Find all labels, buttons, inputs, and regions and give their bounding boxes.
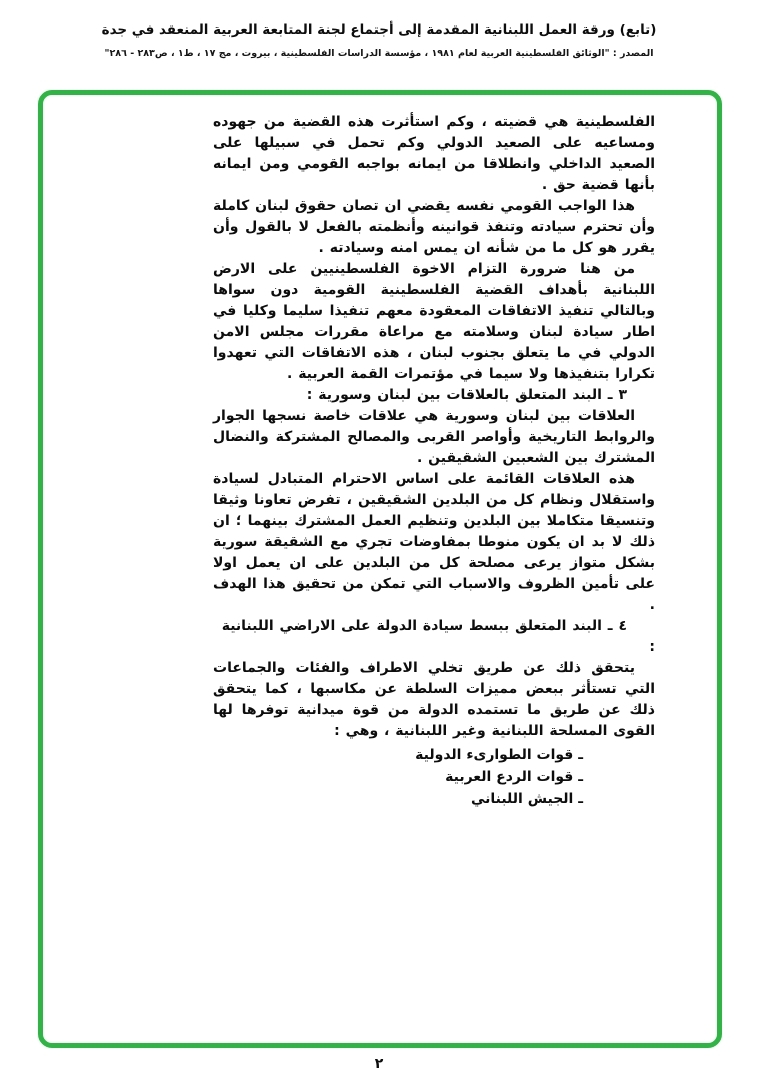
- paragraph: هذه العلاقات القائمة على اساس الاحترام المتبادل لسيادة واستقلال ونظام كل من البلدين الشقيقين ، تفرض تعاونا وثيقا وتنسيقا متكاملا بين البلدين وتنظيم العمل المشترك بينهما ؛ ان ذلك لا بد ان يكون منوطا بمفاوضات تجري مع الشقيقة سورية بشكل متواز يرعى مصلحة كل من البلدين على ان يعمل اولا على تأمين الظروف والاسباب التي تمكن من تحقيق هذا الهدف .: [213, 471, 655, 613]
- section-heading-3: ٣ ـ البند المتعلق بالعلاقات بين لبنان وسورية :: [306, 387, 627, 403]
- paragraph-continuation: الفلسطينية هي قضيته ، وكم استأثرت هذه القضية من جهوده ومساعيه على الصعيد الدولي وكم تحمل في سبيلها على الصعيد الداخلي وانطلاقا من ايمانه بواجبه القومي ومن ايمانه بأنها قضية حق .: [213, 114, 655, 193]
- page-title: (تابع) ورقة العمل اللبنانية المقدمة إلى أجتماع لجنة المتابعة العربية المنعقد في جدة: [101, 22, 657, 38]
- page-number: ٢: [374, 1056, 384, 1072]
- source-line: المصدر : "الوثائق الفلسطينية العربية لعام ١٩٨١ ، مؤسسة الدراسات الفلسطينية ، بيروت ، مج ١٧ ، ط١ ، ص٢٨٣ - ٢٨٦": [104, 48, 654, 60]
- paragraph: العلاقات بين لبنان وسورية هي علاقات خاصة نسجها الجوار والروابط التاريخية وأواصر القربى والمصالح المشتركة والنضال المشترك بين الشعبين الشقيقين .: [213, 408, 655, 466]
- list-item: ـ قوات الطوارىء الدولية: [415, 747, 583, 763]
- list-item: ـ قوات الردع العربية: [445, 769, 583, 785]
- paragraph: من هنا ضرورة التزام الاخوة الفلسطينيين على الارض اللبنانية بأهداف القضية الفلسطينية القومية دون سواها وبالتالي تنفيذ الاتفاقات المعقودة معهم تنفيذا سليما وكليا في اطار سيادة لبنان وسلامته مع مراعاة مقررات مجلس الامن الدولي في ما يتعلق بجنوب لبنان ، هذه الاتفاقات التي تعهدوا تكرارا بتنفيذها ولا سيما في مؤتمرات القمة العربية .: [213, 261, 655, 382]
- text-column: [213, 112, 655, 810]
- paragraph: هذا الواجب القومي نفسه يقضي ان تصان حقوق لبنان كاملة وأن تحترم سيادته وتنفذ قوانينه وأنظمته بالفعل لا بالقول وأن يقرر هو كل ما من شأنه ان يمس امنه وسيادته .: [213, 198, 655, 256]
- paragraph: يتحقق ذلك عن طريق تخلي الاطراف والفئات والجماعات التي تستأثر ببعض مميزات السلطة عن مكاسبها ، كما يتحقق ذلك عن طريق ما تستمده الدولة من قوة ميدانية توفرها لها القوى المسلحة اللبنانية وغير اللبنانية ، وهي :: [213, 660, 655, 739]
- page-header: [0, 20, 758, 59]
- list-item: ـ الجيش اللبناني: [470, 791, 583, 807]
- forces-list: [213, 744, 655, 810]
- section-heading-4: ٤ ـ البند المتعلق ببسط سيادة الدولة على الاراضي اللبنانية :: [221, 618, 655, 655]
